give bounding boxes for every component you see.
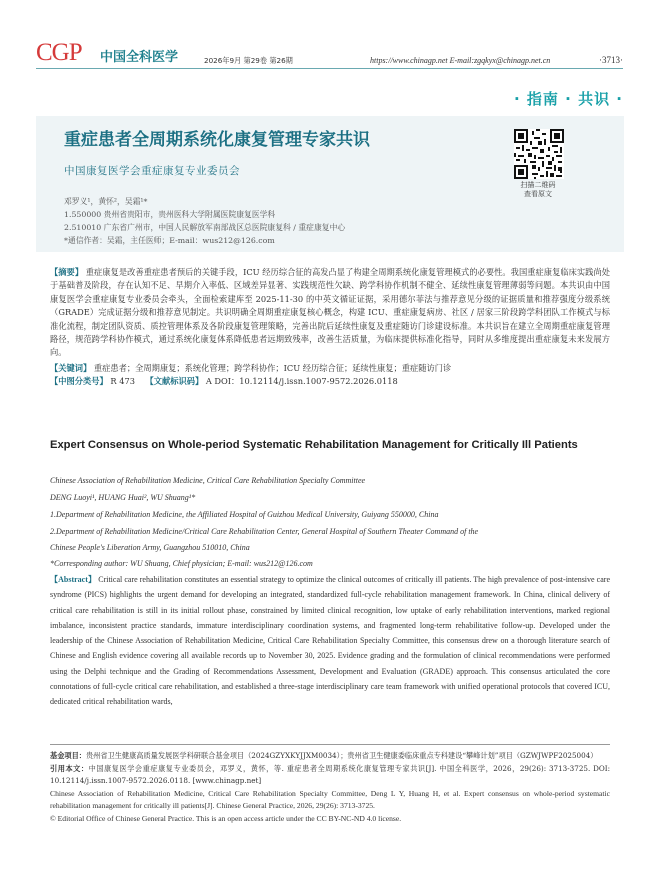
issue-info: 2026年9月 第29卷 第26期 xyxy=(204,56,293,65)
citation-cn-text: 中国康复医学会重症康复专业委员会，邓罗义，黄怀，等. 重症患者全周期系统化康复管理专家共识[J]. 中国全科医学，2026，29(26): 3713-3725. DOI: 10.12114/j.issn.1007-9572.2026.0118. [www.chinagp.net] xyxy=(50,763,610,786)
article-title-cn: 重症患者全周期系统化康复管理专家共识 xyxy=(64,130,370,150)
citation-cn xyxy=(50,763,610,788)
doc-code-label: 【文献标识码】 xyxy=(145,376,204,386)
footnotes xyxy=(50,750,610,826)
keywords-cn-text: 重症患者；全周期康复；系统化管理；跨学科协作；ICU 经历综合征；延续性康复；重症随访门诊 xyxy=(93,363,452,373)
corresponding-author-en: *Corresponding author: WU Shuang, Chief physician; E-mail: wus212@126.com xyxy=(50,559,313,568)
article-title-en: Expert Consensus on Whole-period Systematic Rehabilitation Management for Critically Ill Patients xyxy=(50,439,578,451)
clc-value: R 473 xyxy=(110,376,135,386)
keywords-cn xyxy=(50,363,451,374)
funding-text: 贵州省卫生健康高质量发展医学科研联合基金项目（2024GZYXKYJJXM0034）；贵州省卫生健康委临床重点专科建设“攀峰计划”项目（GZWJWPF2025004） xyxy=(85,751,598,760)
abstract-en-label: 【Abstract】 xyxy=(50,575,97,584)
logo-letters: CGP xyxy=(36,39,82,66)
authors-cn: 邓罗义¹，黄怀²，吴霜¹* xyxy=(64,197,148,206)
page-number: ·3713· xyxy=(599,55,623,65)
keywords-cn-label: 【关键词】 xyxy=(50,363,92,373)
clc-label: 【中图分类号】 xyxy=(50,376,108,386)
qr-code-icon[interactable] xyxy=(514,129,564,179)
classification-line xyxy=(50,376,398,387)
affiliation-en-3: Chinese People's Liberation Army, Guangzhou 510010, China xyxy=(50,543,250,552)
journal-contact[interactable]: https://www.chinagp.net E-mail:zgqkyx@chinagp.net.cn xyxy=(370,56,551,65)
footnote-divider xyxy=(50,744,610,745)
funding-label: 基金项目： xyxy=(50,751,86,760)
author-organization-cn: 中国康复医学会重症康复专业委员会 xyxy=(64,165,240,177)
header-divider xyxy=(36,68,623,69)
affiliation-en-1: 1.Department of Rehabilitation Medicine, the Affiliated Hospital of Guizhou Medical University, Guiyang 550000, China xyxy=(50,510,439,519)
funding-note xyxy=(50,750,610,763)
authors-en: DENG Luoyi¹, HUANG Huai², WU Shuang¹* xyxy=(50,493,196,502)
author-block-cn xyxy=(64,195,345,247)
abstract-cn xyxy=(50,266,610,360)
corresponding-author-cn: *通信作者：吴霜，主任医师；E-mail：wus212@126.com xyxy=(64,236,275,245)
qr-caption xyxy=(508,181,568,199)
qr-caption-line-1: 扫描二维码 xyxy=(520,181,556,189)
abstract-en xyxy=(50,572,610,709)
journal-name: 中国全科医学 xyxy=(100,50,179,65)
section-tag: · 指南 · 共识 · xyxy=(514,90,623,108)
citation-label: 引用本文： xyxy=(50,763,89,773)
abstract-cn-label: 【摘要】 xyxy=(50,267,84,277)
copyright-note: © Editorial Office of Chinese General Practice. This is an open access article under the CC BY-NC-ND 4.0 license. xyxy=(50,813,402,823)
citation-en: Chinese Association of Rehabilitation Medicine, Critical Care Rehabilitation Specialty Committee, Deng L Y, Huang H, et al. Expert consensus on whole-period systematic rehabilitation management for critically ill patients[J]. Chinese General Practice, 2026, 29(26): 3713-3725. xyxy=(50,788,610,811)
journal-logo xyxy=(36,40,82,66)
abstract-cn-text: 重症康复是改善重症患者预后的关键手段，ICU 经历综合征的高发凸显了构建全周期系统化康复管理模式的必要性。我国重症康复临床实践尚处于基础普及阶段，存在认知不足、早期介入率低、区域差异显著、实践规范性欠缺、跨学科协作机制不健全、延续性康复管理薄弱等问题。本共识由中国康复医学会重症康复专业委员会牵头，全面检索建库至 2025-11-30 的中英文循证证据，采用德尔菲法与推荐意见分级的证据质量和推荐强度分级系统（GRADE）完成证据分级和推荐意见制定。共识明确全周期重症康复核心概念，构建 ICU、重症康复病房、社区 / 居家三阶段跨学科团队工作模式与标准化流程，制定团队资质、质控管理体系及各阶段康复管理策略，完善出院后延续性康复及重症随访门诊建设标准。本共识旨在建立全周期重症康复管理路径，规范跨学科协作模式，通过系统化康复体系降低患者远期致残率，改善生活质量，为临床提供标准化指导，同时从多维度提出重症康复未来发展方向。 xyxy=(50,267,610,358)
author-organization-en: Chinese Association of Rehabilitation Medicine, Critical Care Rehabilitation Specialty Committee xyxy=(50,476,366,485)
abstract-en-text: Critical care rehabilitation constitutes an essential strategy to optimize the clinical outcomes of critically ill patients. The high prevalence of post-intensive care syndrome (PICS) highlights the urgent demand for developing an integrated, standardized full-cycle rehabilitation management framework. In China, clinical delivery of critical care rehabilitation is still in its initial rollout phase, constrained by limited clinical recognition, low uptake of early rehabilitation interventions, marked regional imbalance, inconsistent practice standards, immature interdisciplinary coordination systems, and fragmented long-term rehabilitative follow-up. Developed under the leadership of the Chinese Association of Rehabilitation Medicine, Critical Care Rehabilitation Specialty Committee, this consensus drew on a thorough literature search of Chinese and English evidence covering all available records up to November 30, 2025. Evidence grading and the formulation of clinical recommendations were performed using the Delphi technique and the Grading of Recommendations Assessment, Development and Evaluation (GRADE) approach. This consensus articulated the core connotations of full-cycle critical care rehabilitation, and established a three-stage interdisciplinary care team framework with unified operational protocols that covered ICU, dedicated critical rehabilitation wards, xyxy=(50,575,611,706)
affiliation-en-2: 2.Department of Rehabilitation Medicine/Critical Care Rehabilitation Center, General Hospital of Southern Theater Command of the xyxy=(50,527,479,536)
doc-code-value: A DOI：10.12114/j.issn.1007-9572.2026.0118 xyxy=(205,376,398,386)
journal-header xyxy=(36,40,623,68)
qr-caption-line-2: 查看原文 xyxy=(524,190,552,198)
affiliation-cn-1: 1.550000 贵州省贵阳市，贵州医科大学附属医院康复医学科 xyxy=(64,210,276,219)
affiliation-cn-2: 2.510010 广东省广州市，中国人民解放军南部战区总医院康复科 / 重症康复中心 xyxy=(64,223,346,232)
